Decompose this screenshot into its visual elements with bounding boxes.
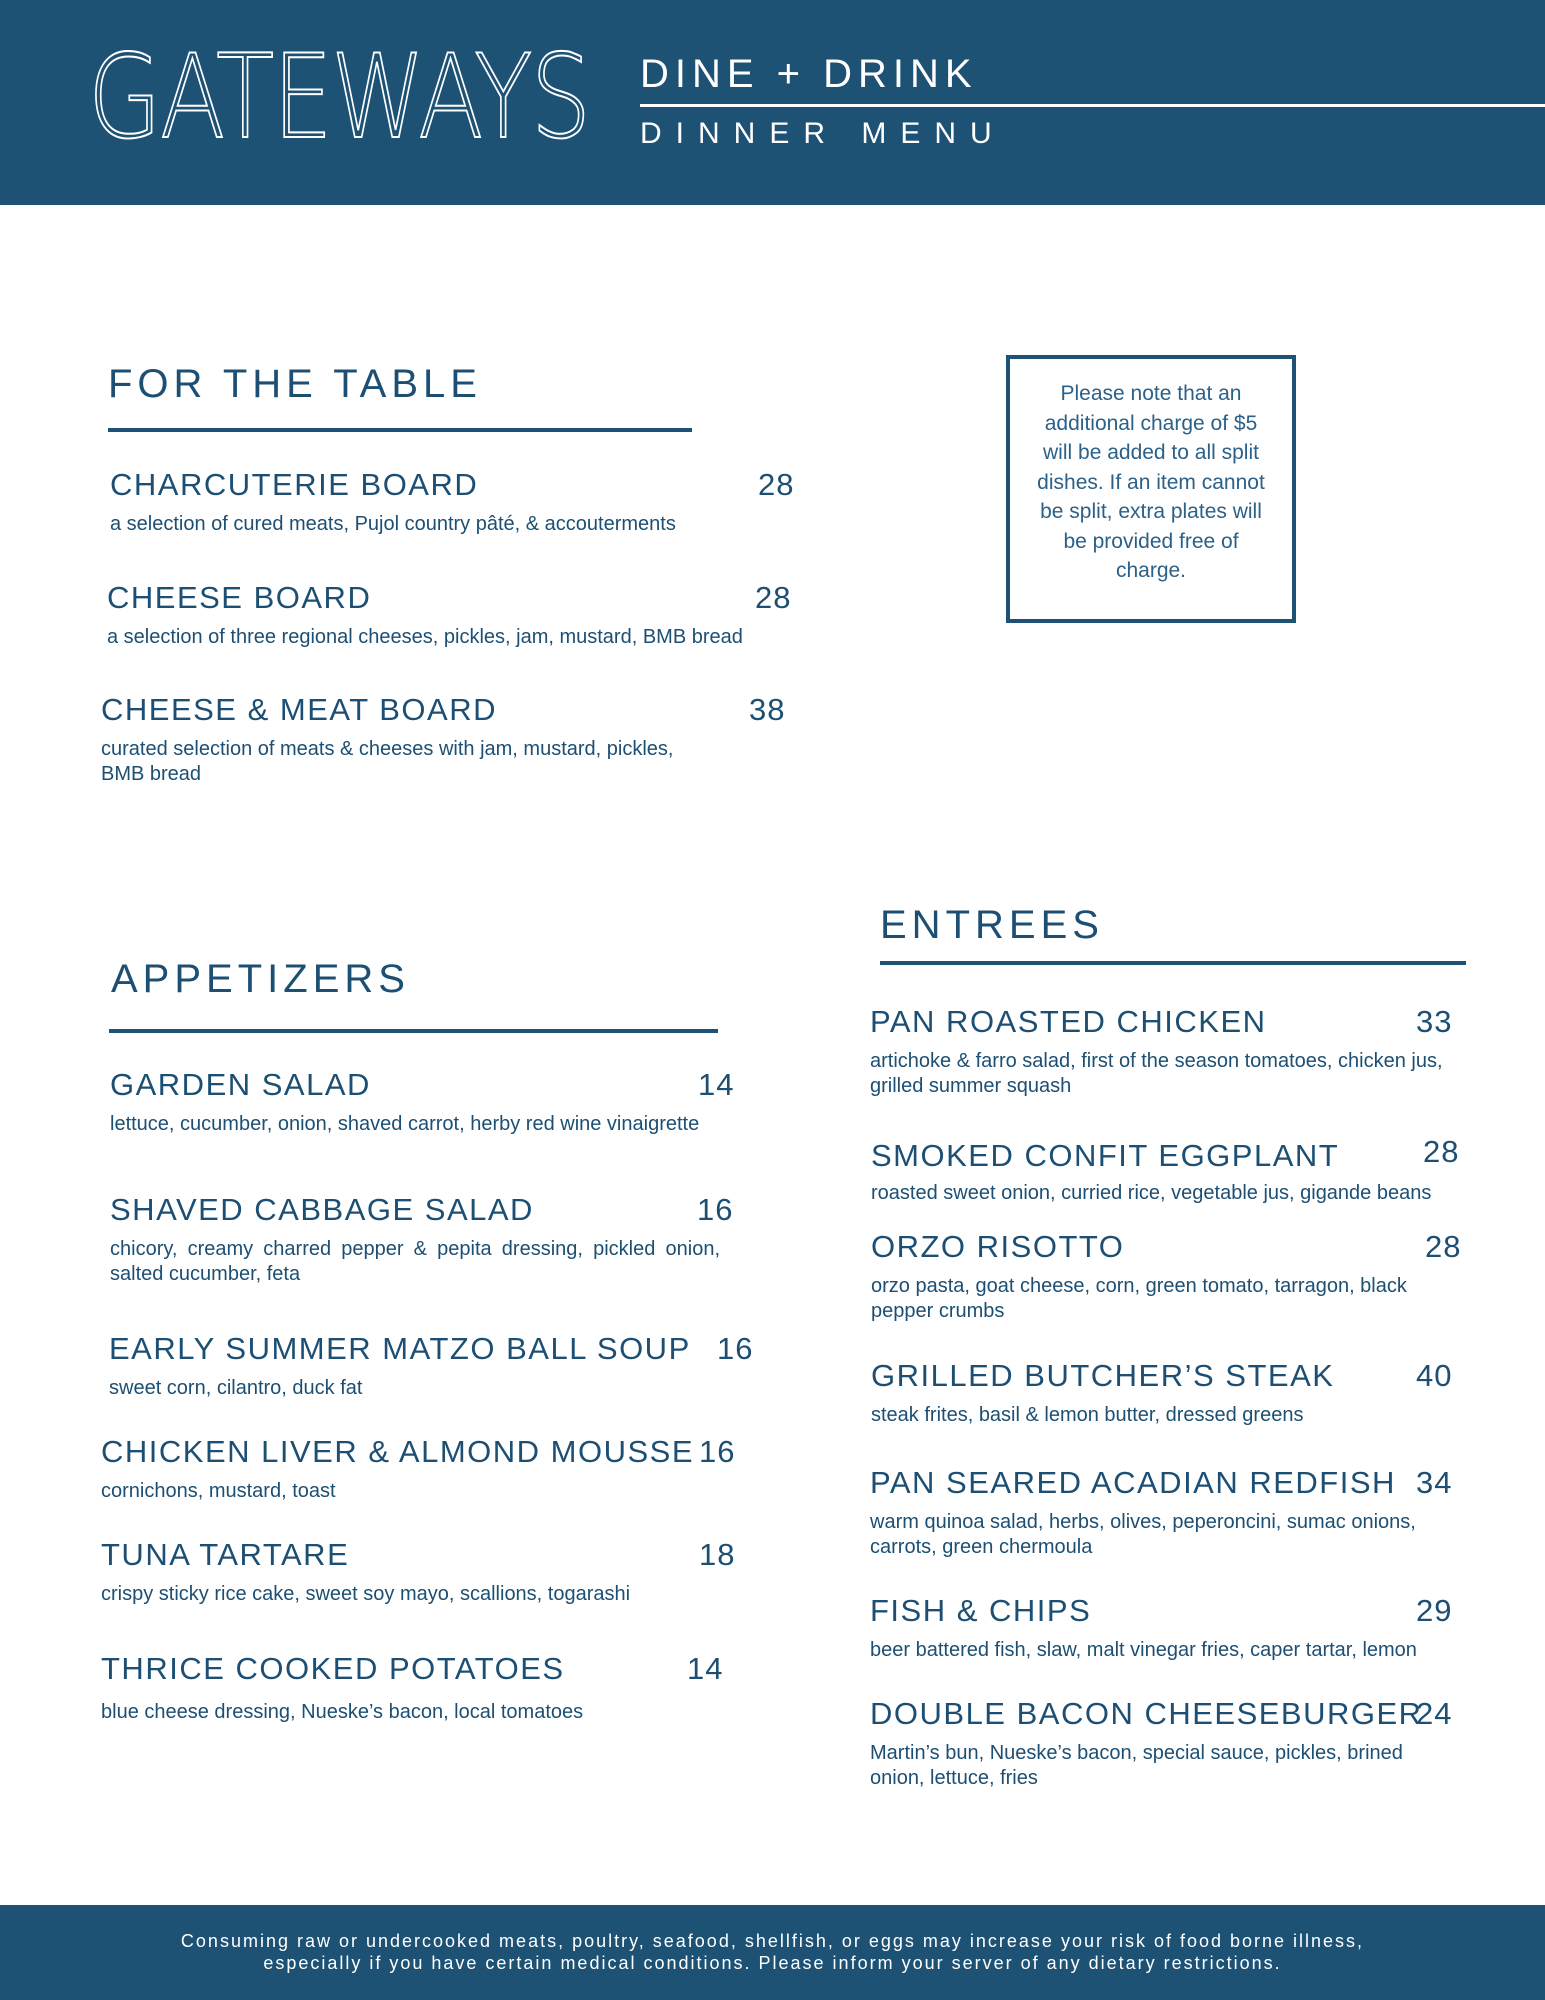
item-description: a selection of three regional cheeses, pickles, jam, mustard, BMB bread [107, 626, 743, 648]
menu-item [101, 1650, 761, 1730]
section-divider [109, 1029, 718, 1033]
item-price: 34 [1416, 1465, 1453, 1500]
item-name: GRILLED BUTCHER’S STEAK [871, 1358, 1335, 1393]
section-divider [108, 428, 692, 432]
item-price: 18 [699, 1537, 736, 1572]
item-name: CHARCUTERIE BOARD [110, 467, 479, 502]
item-name: DOUBLE BACON CHEESEBURGER [870, 1696, 1423, 1731]
item-name: CHEESE & MEAT BOARD [101, 692, 497, 727]
footer-bar [0, 1905, 1545, 2000]
item-name: SHAVED CABBAGE SALAD [110, 1192, 534, 1227]
item-name: PAN ROASTED CHICKEN [870, 1004, 1267, 1039]
menu-item [110, 1191, 750, 1291]
item-name: THRICE COOKED POTATOES [101, 1651, 565, 1686]
item-name: PAN SEARED ACADIAN REDFISH [870, 1465, 1396, 1500]
menu-item [870, 1695, 1470, 1795]
food-safety-disclaimer: Consuming raw or undercooked meats, poultry, seafood, shellfish, or eggs may increase your risk of food borne illness, especially if you have certain medical conditions. Please inform your server of any dietary restrictions. [180, 1931, 1365, 1973]
item-description: sweet corn, cilantro, duck fat [109, 1377, 363, 1399]
item-description: a selection of cured meats, Pujol country pâté, & accouterments [110, 513, 676, 535]
menu-item [870, 1592, 1470, 1672]
header-divider [640, 104, 1545, 107]
menu-item [871, 1134, 1471, 1217]
item-description: beer battered fish, slaw, malt vinegar fries, caper tartar, lemon [870, 1639, 1417, 1661]
item-name: CHICKEN LIVER & ALMOND MOUSSE [101, 1434, 695, 1469]
item-price: 14 [698, 1067, 735, 1102]
item-name: SMOKED CONFIT EGGPLANT [871, 1138, 1340, 1173]
menu-item [101, 1536, 761, 1616]
item-description: artichoke & farro salad, first of the season tomatoes, chicken jus, grilled summer squash [870, 1050, 1443, 1097]
menu-subtitle: DINNER MENU [640, 117, 1006, 150]
menu-item [870, 1003, 1470, 1103]
menu-item [110, 466, 800, 546]
item-price: 38 [749, 692, 786, 727]
item-price: 33 [1416, 1004, 1453, 1039]
split-charge-note: Please note that an additional charge of $5 will be added to all split dishes. If an item cannot be split, extra plates will be provided free of charge. [1006, 355, 1296, 623]
item-name: EARLY SUMMER MATZO BALL SOUP [109, 1331, 691, 1366]
menu-header [0, 0, 1545, 205]
item-description: orzo pasta, goat cheese, corn, green tomato, tarragon, black pepper crumbs [871, 1275, 1407, 1322]
item-price: 28 [1423, 1134, 1460, 1169]
menu-item [871, 1357, 1471, 1437]
item-name: CHEESE BOARD [107, 580, 372, 615]
item-price: 28 [758, 467, 795, 502]
item-description: warm quinoa salad, herbs, olives, peperoncini, sumac onions, carrots, green chermoula [870, 1511, 1416, 1558]
item-description: Martin’s bun, Nueske’s bacon, special sauce, pickles, brined onion, lettuce, fries [870, 1742, 1403, 1789]
menu-item [110, 1066, 750, 1166]
item-name: ORZO RISOTTO [871, 1229, 1125, 1264]
item-price: 28 [1425, 1229, 1462, 1264]
item-name: TUNA TARTARE [101, 1537, 350, 1572]
item-price: 16 [697, 1192, 734, 1227]
item-price: 28 [755, 580, 792, 615]
item-price: 16 [717, 1331, 754, 1366]
section-title-for-the-table: FOR THE TABLE [108, 362, 482, 406]
item-price: 40 [1416, 1358, 1453, 1393]
item-price: 29 [1416, 1593, 1453, 1628]
item-name: FISH & CHIPS [870, 1593, 1092, 1628]
menu-item [101, 691, 801, 791]
menu-item [101, 1433, 761, 1513]
menu-item [107, 579, 797, 659]
item-description: cornichons, mustard, toast [101, 1480, 336, 1502]
tagline: DINE + DRINK [640, 52, 978, 96]
brand-logo [88, 30, 590, 165]
item-name: GARDEN SALAD [110, 1067, 371, 1102]
brand-name: GATEWAYS [88, 30, 590, 165]
section-divider [880, 961, 1466, 965]
menu-item [870, 1464, 1470, 1564]
item-description: chicory, creamy charred pepper & pepita dressing, pickled onion, salted cucumber, feta [110, 1238, 720, 1285]
item-price: 14 [687, 1651, 724, 1686]
section-title-appetizers: APPETIZERS [111, 957, 410, 1001]
section-title-entrees: ENTREES [880, 903, 1104, 947]
menu-item [871, 1228, 1471, 1328]
item-description: lettuce, cucumber, onion, shaved carrot, herby red wine vinaigrette [110, 1113, 700, 1135]
item-description: roasted sweet onion, curried rice, vegetable jus, gigande beans [871, 1182, 1432, 1204]
item-description: crispy sticky rice cake, sweet soy mayo, scallions, togarashi [101, 1583, 631, 1605]
item-price: 24 [1416, 1696, 1453, 1731]
item-description: curated selection of meats & cheeses with jam, mustard, pickles, BMB bread [101, 738, 674, 785]
item-price: 16 [699, 1434, 736, 1469]
item-description: blue cheese dressing, Nueske’s bacon, local tomatoes [101, 1701, 584, 1723]
item-description: steak frites, basil & lemon butter, dressed greens [871, 1404, 1304, 1426]
menu-item [109, 1330, 769, 1410]
